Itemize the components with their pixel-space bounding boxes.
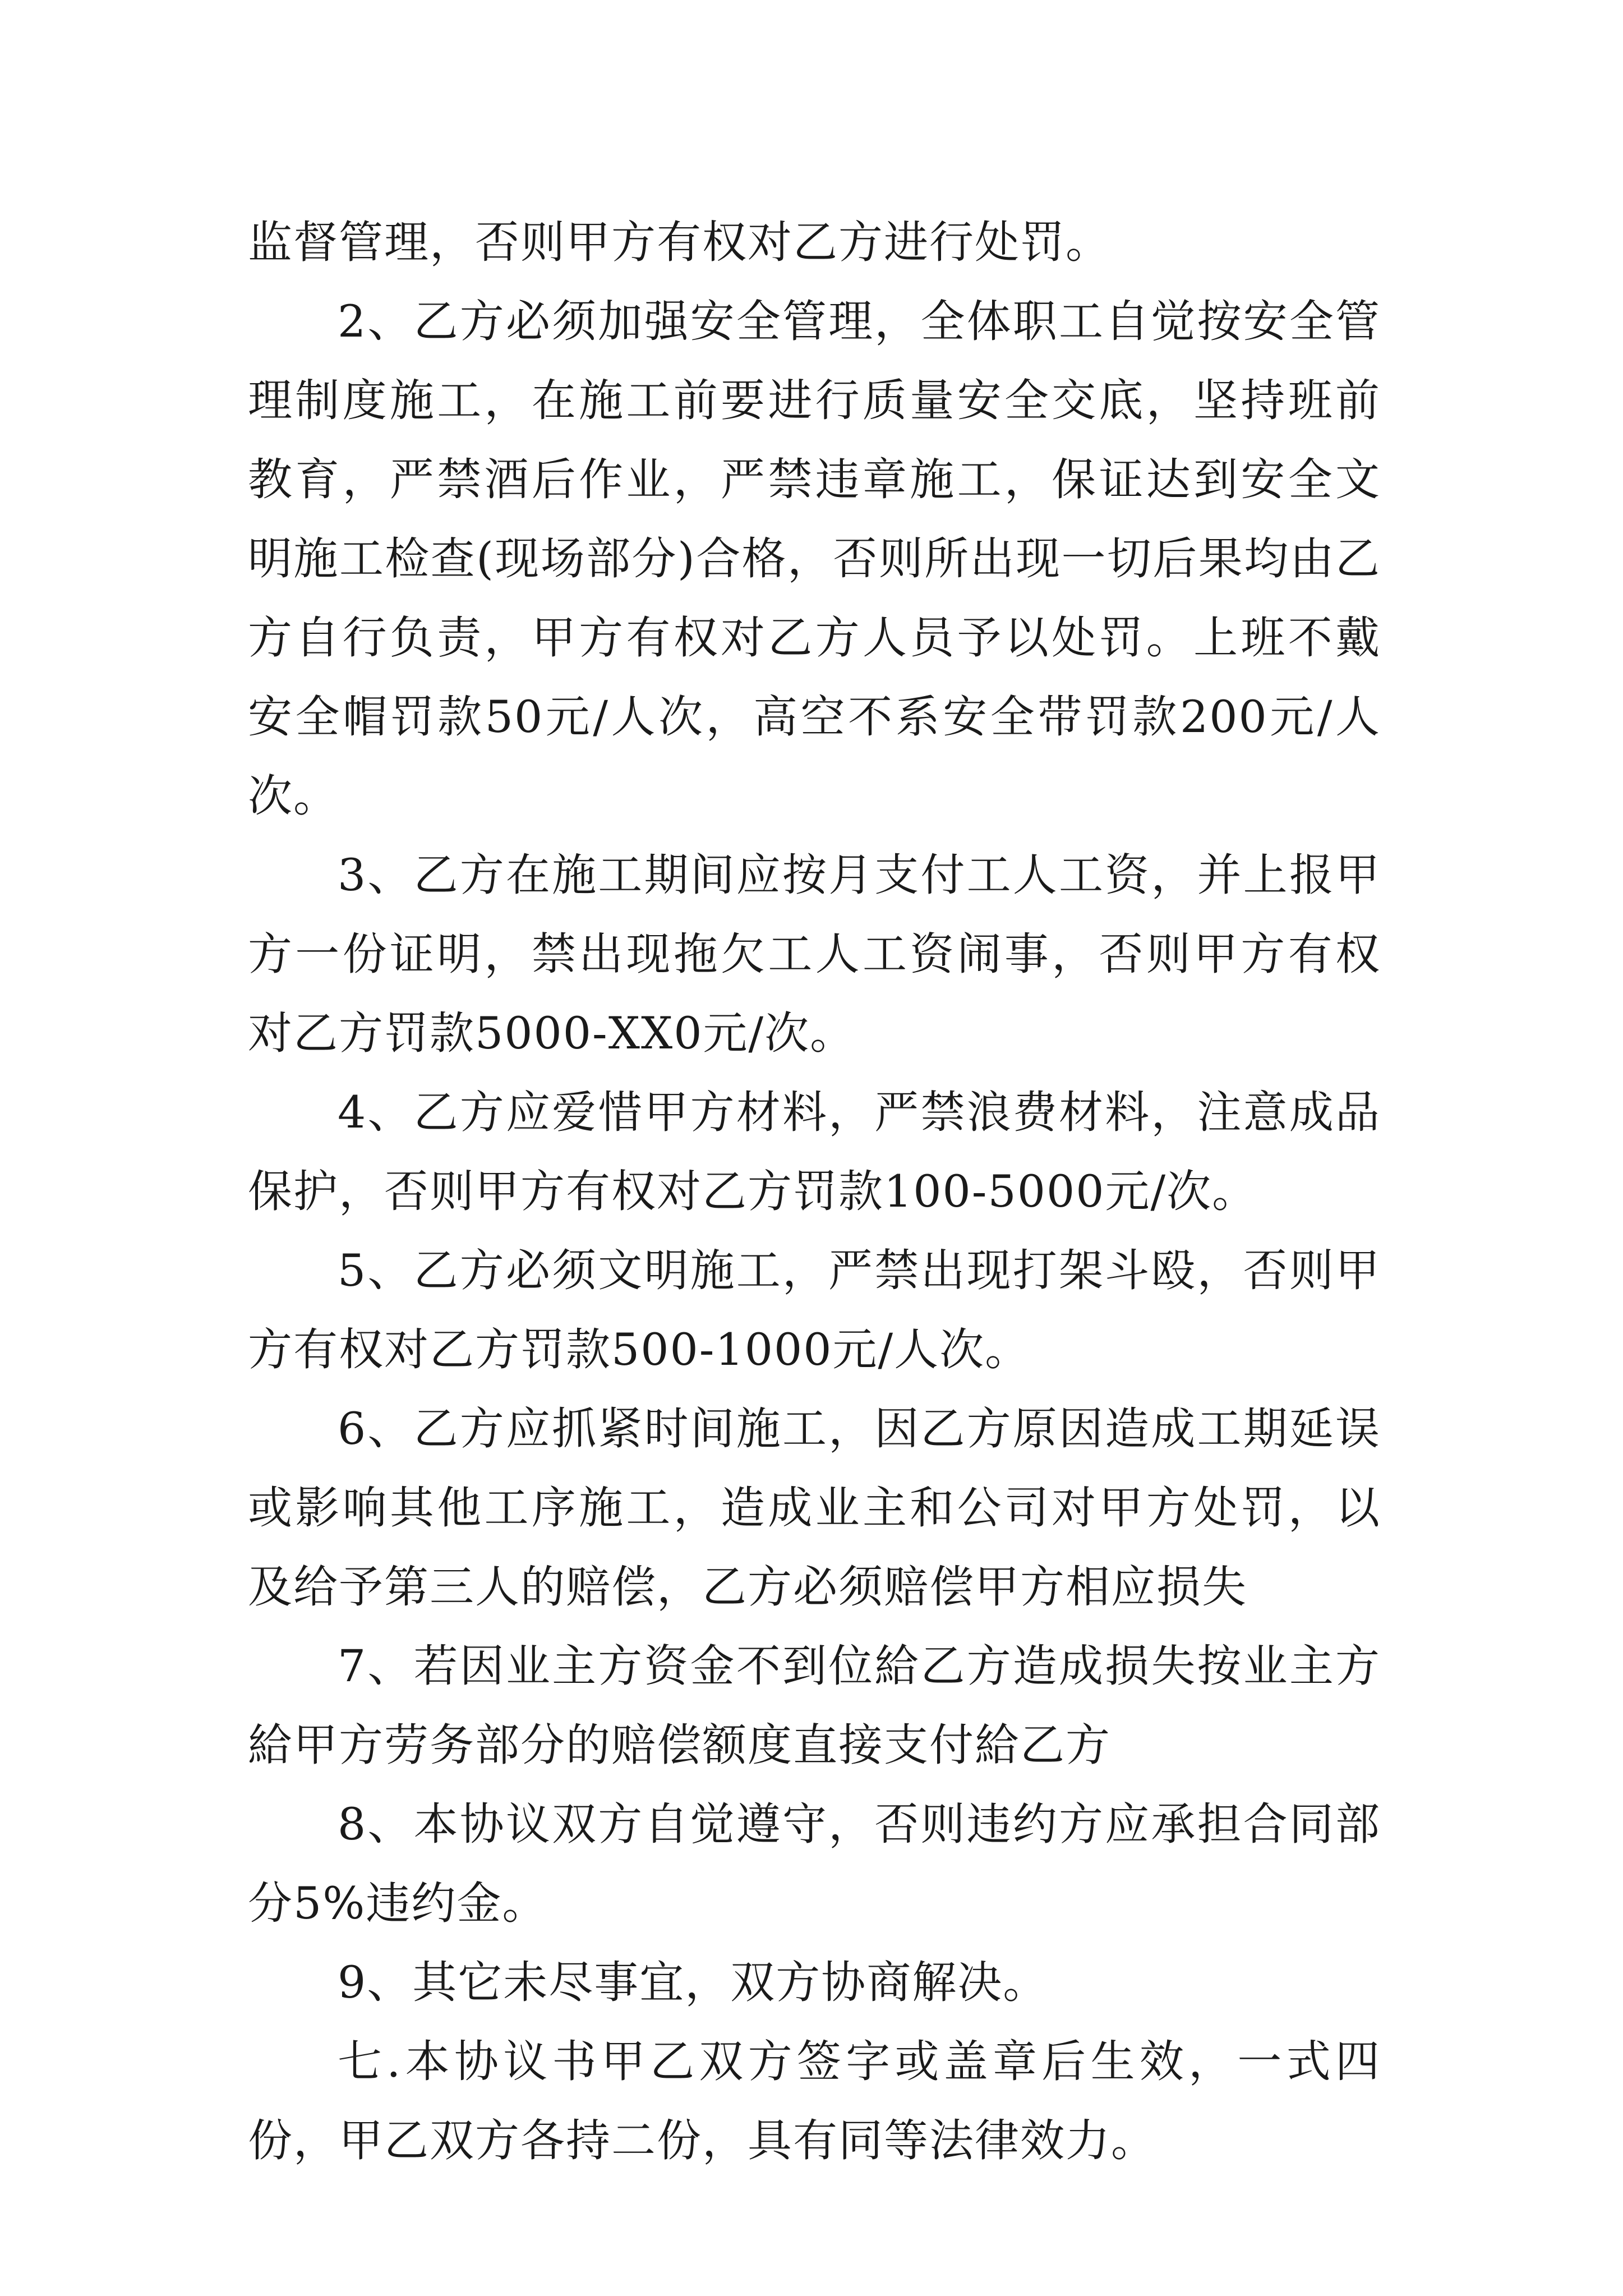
paragraph-7: 7、若因业主方资金不到位給乙方造成损失按业主方給甲方劳务部分的赔偿额度直接支付給乙方 (248, 1640, 1381, 1771)
paragraph-9: 9、其它未尽事宜，双方协商解决。 (338, 1957, 1049, 2008)
paragraph-8: 8、本协议双方自觉遵守，否则违约方应承担合同部分5%违约金。 (248, 1798, 1381, 1929)
paragraph-4: 4、乙方应爱惜甲方材料，严禁浪费材料，注意成品保护，否则甲方有权对乙方罚款100-5000元/次。 (248, 1087, 1381, 1217)
paragraph-3: 3、乙方在施工期间应按月支付工人工资，并上报甲方一份证明，禁出现拖欠工人工资闹事，否则甲方有权对乙方罚款5000-XX0元/次。 (248, 849, 1381, 1059)
paragraph-6: 6、乙方应抓紧时间施工，因乙方原因造成工期延误或影响其他工序施工，造成业主和公司对甲方处罚，以及给予第三人的赔偿，乙方必须赔偿甲方相应损失 (248, 1403, 1381, 1613)
paragraph-5: 5、乙方必须文明施工，严禁出现打架斗殴，否则甲方有权对乙方罚款500-1000元/人次。 (248, 1245, 1381, 1375)
paragraph-2: 2、乙方必须加强安全管理，全体职工自觉按安全管理制度施工，在施工前要进行质量安全交底，坚持班前教育，严禁酒后作业，严禁违章施工，保证达到安全文明施工检查(现场部分)合格，否则所出现一切后果均由乙方自行负责，甲方有权对乙方人员予以处罚。上班不戴安全帽罚款50元/人次，高空不系安全带罚款200元/人次。 (248, 296, 1381, 822)
document-body (248, 203, 1381, 2180)
paragraph-10: 七.本协议书甲乙双方签字或盖章后生效，一式四份，甲乙双方各持二份，具有同等法律效力。 (248, 2036, 1381, 2166)
paragraph-1: 监督管理，否则甲方有权对乙方进行处罚。 (248, 217, 1111, 268)
